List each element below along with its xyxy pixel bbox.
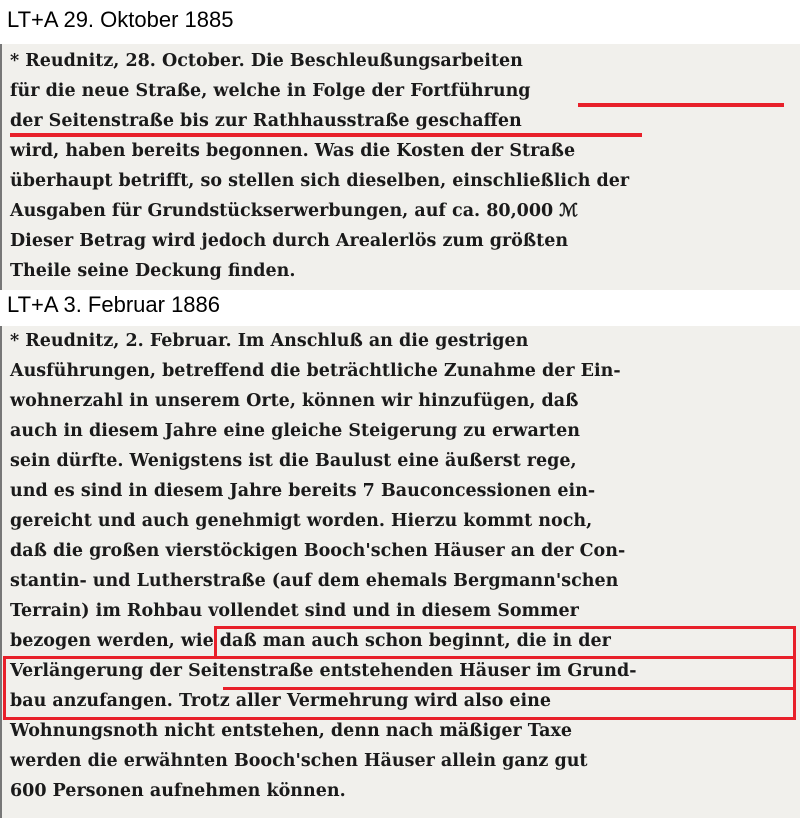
newspaper-clipping-2 [0,326,800,818]
clipping-1-edge [0,44,2,290]
clipping-1-line: Ausgaben für Grundstückserwerbungen, auf ca. 80,000 ℳ [10,201,578,221]
highlight-box-middle [3,656,796,690]
clipping-2-caption: LT+A 3. Februar 1886 [7,292,221,317]
clipping-2-line: Verlängerung der Seitenstraße entstehenden Häuser im Grund- [10,661,637,681]
clipping-2-line: 600 Personen aufnehmen können. [10,781,346,801]
clipping-2-line: bezogen werden, wie daß man auch schon beginnt, die in der [10,631,611,651]
clipping-2-line: Ausführungen, betreffend die beträchtliche Zunahme der Ein- [10,361,621,381]
clipping-2-line: werden die erwähnten Booch'schen Häuser allein ganz gut [10,751,588,771]
clipping-1-line: der Seitenstraße bis zur Rathhausstraße geschaffen [10,111,522,131]
newspaper-clipping-1 [0,44,800,290]
clipping-1-line: überhaupt betrifft, so stellen sich dieselben, einschließlich der [10,171,630,191]
highlight-underline-2 [10,133,642,137]
clipping-2-line: Terrain) im Rohbau vollendet sind und in diesem Sommer [10,601,579,621]
clipping-2-line: Wohnungsnoth nicht entstehen, denn nach mäßiger Taxe [10,721,573,741]
clipping-1-line: für die neue Straße, welche in Folge der Fortführung [10,81,531,101]
clipping-2-line: gereicht und auch genehmigt worden. Hierzu kommt noch, [10,511,593,531]
highlight-underline-1 [578,103,784,107]
clipping-2-line: daß die großen vierstöckigen Booch'schen Häuser an der Con- [10,541,626,561]
highlight-box-notch [223,687,796,690]
clipping-1-line: * Reudnitz, 28. October. Die Beschleußungsarbeiten [10,51,523,71]
highlight-box-top [214,626,796,659]
clipping-2-line: und es sind in diesem Jahre bereits 7 Bauconcessionen ein- [10,481,596,501]
highlight-box-bottom [3,687,796,720]
clipping-1-line: Theile seine Deckung finden. [10,261,296,281]
clipping-1-caption: LT+A 29. Oktober 1885 [7,7,234,32]
clipping-2-edge [0,326,2,818]
clipping-2-line: stantin- und Lutherstraße (auf dem ehemals Bergmann'schen [10,571,619,591]
clipping-2-line: sein dürfte. Wenigstens ist die Baulust eine äußerst rege, [10,451,577,471]
clipping-2-line: auch in diesem Jahre eine gleiche Steigerung zu erwarten [10,421,580,441]
clipping-2-line: bau anzufangen. Trotz aller Vermehrung wird also eine [10,691,552,711]
clipping-2-line: wohnerzahl in unserem Orte, können wir hinzufügen, daß [10,391,579,411]
clipping-1-line: wird, haben bereits begonnen. Was die Kosten der Straße [10,141,576,161]
clipping-1-line: Dieser Betrag wird jedoch durch Arealerlös zum größten [10,231,569,251]
clipping-2-line: * Reudnitz, 2. Februar. Im Anschluß an die gestrigen [10,331,529,351]
